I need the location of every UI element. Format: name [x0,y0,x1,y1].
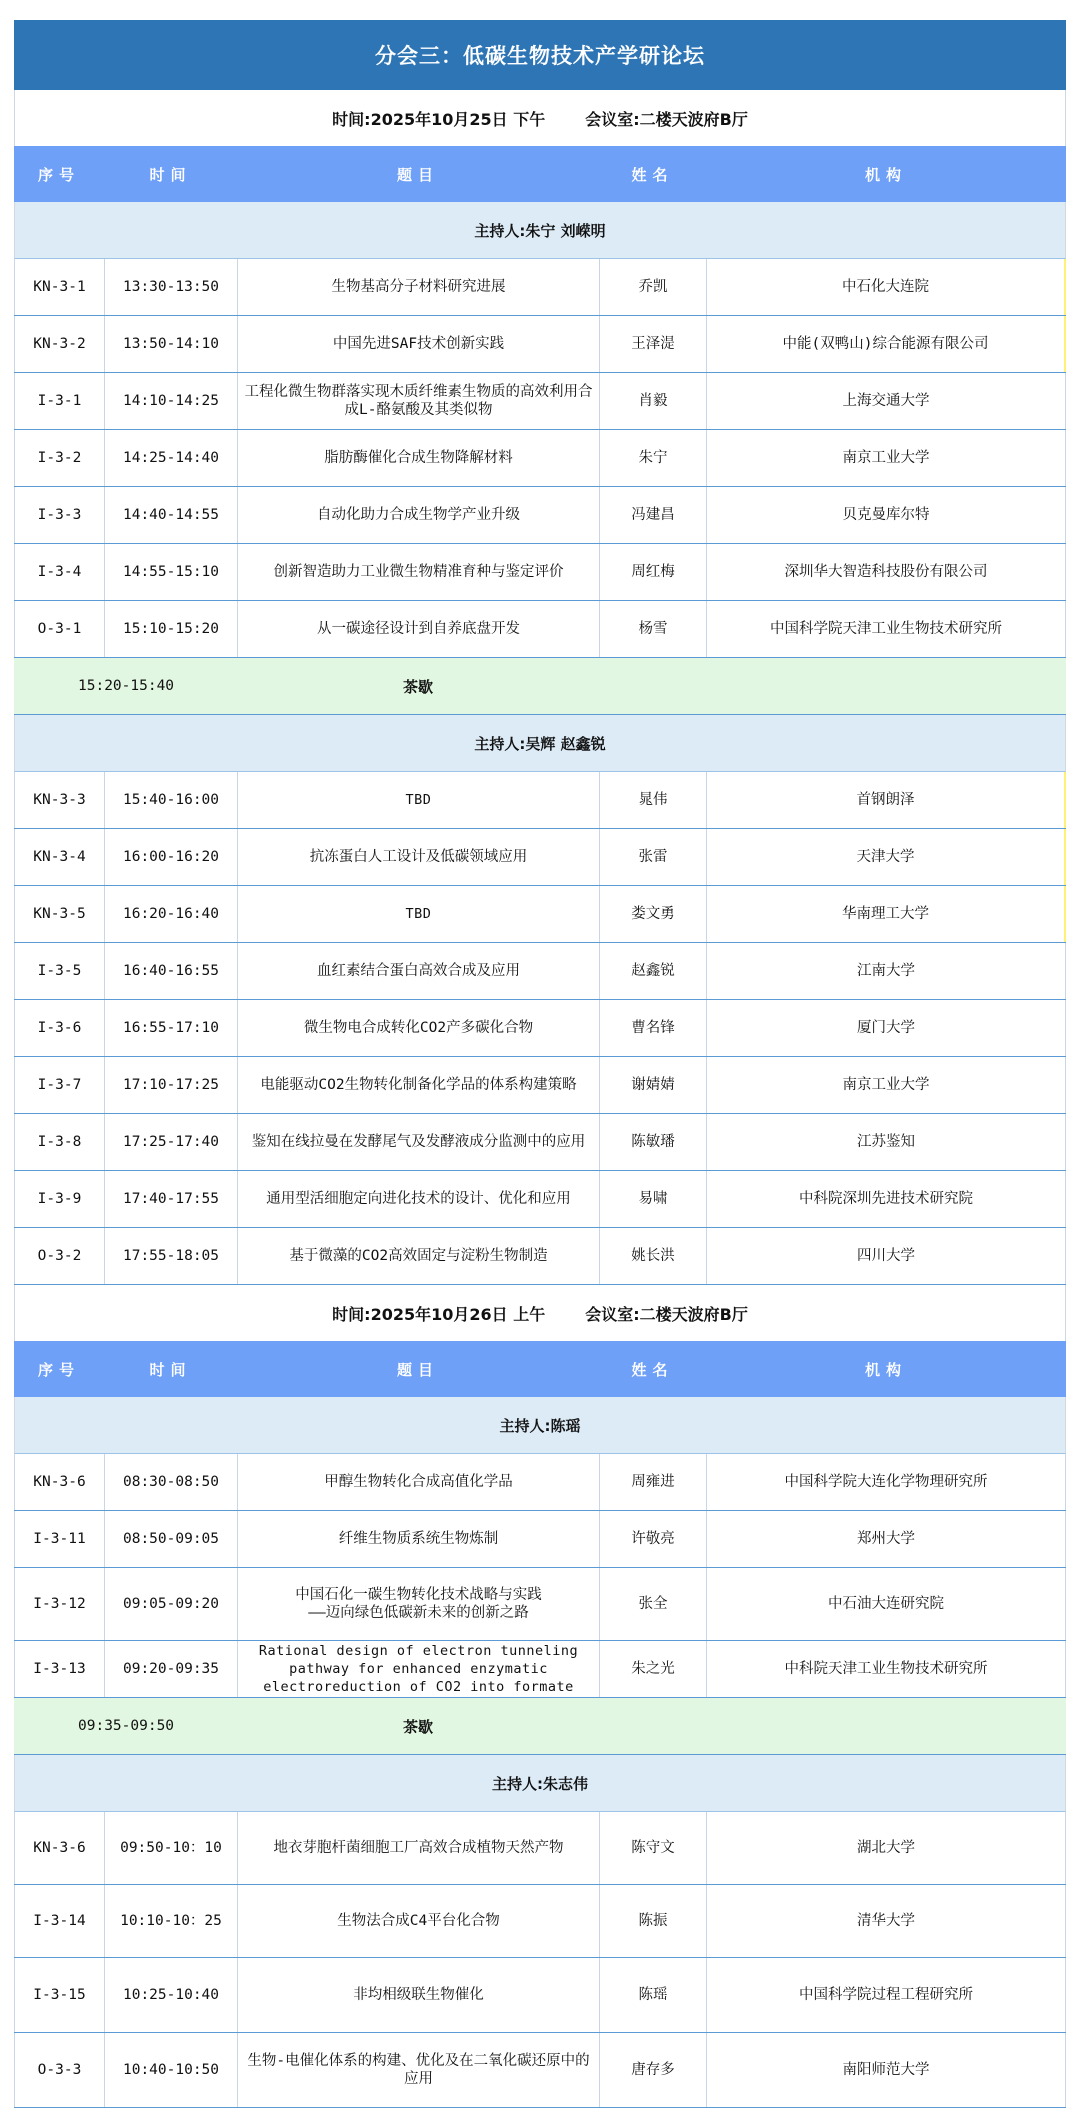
talk-time: 16:55-17:10 [104,1000,237,1056]
talk-time: 10:25-10:40 [104,1958,237,2032]
session-rows [14,259,1066,658]
speaker-name: 曹名锋 [599,1000,706,1056]
host-row: 主持人:朱宁 刘嵘明 [14,202,1066,259]
session-room: 会议室:二楼天波府B厅 [585,1304,748,1324]
talk-topic: 地衣芽胞杆菌细胞工厂高效合成植物天然产物 [237,1812,599,1884]
speaker-org: 南京工业大学 [706,1057,1066,1113]
speaker-org: 中国科学院过程工程研究所 [706,1958,1066,2032]
speaker-name: 陈瑶 [599,1958,706,2032]
talk-time: 15:10-15:20 [104,601,237,657]
speaker-name: 唐存多 [599,2033,706,2107]
speaker-org: 清华大学 [706,1885,1066,1957]
talk-id: I-3-1 [14,373,104,429]
talk-topic: 鉴知在线拉曼在发酵尾气及发酵液成分监测中的应用 [237,1114,599,1170]
talk-time: 17:25-17:40 [104,1114,237,1170]
tea-break-row [14,658,1066,715]
talk-id: I-3-12 [14,1568,104,1640]
col-header-time: 时间 [149,165,192,184]
talk-id: O-3-2 [14,1228,104,1284]
talk-time: 17:55-18:05 [104,1228,237,1284]
talk-time: 10:40-10:50 [104,2033,237,2107]
talk-topic: 抗冻蛋白人工设计及低碳领域应用 [237,829,599,885]
talk-id: KN-3-6 [14,1812,104,1884]
col-header-topic: 题目 [396,1360,439,1379]
table-row [14,1057,1066,1114]
talk-id: I-3-13 [14,1641,104,1697]
table-row [14,1641,1066,1698]
talk-time: 09:05-09:20 [104,1568,237,1640]
break-label: 茶歇 [402,1717,433,1736]
talk-time: 14:40-14:55 [104,487,237,543]
table-row [14,772,1066,829]
speaker-name: 周红梅 [599,544,706,600]
talk-time: 14:55-15:10 [104,544,237,600]
talk-id: I-3-2 [14,430,104,486]
talk-topic: 微生物电合成转化CO2产多碳化合物 [237,1000,599,1056]
col-header-id: 序号 [37,165,80,184]
table-row [14,1812,1066,1885]
speaker-org: 中国科学院大连化学物理研究所 [706,1454,1066,1510]
table-header [14,146,1066,202]
speaker-org: 天津大学 [706,829,1066,885]
talk-topic: 自动化助力合成生物学产业升级 [237,487,599,543]
speaker-org: 中科院深圳先进技术研究院 [706,1171,1066,1227]
speaker-name: 周雍进 [599,1454,706,1510]
talk-id: KN-3-3 [14,772,104,828]
table-row [14,2033,1066,2108]
talk-topic: Rational design of electron tunneling pathway for enhanced enzymatic electroreduction of CO2 into formate [237,1641,599,1697]
speaker-name: 谢婧婧 [599,1057,706,1113]
talk-topic: 基于微藻的CO2高效固定与淀粉生物制造 [237,1228,599,1284]
table-header [14,1341,1066,1397]
table-row [14,1000,1066,1057]
talk-topic: 非均相级联生物催化 [237,1958,599,2032]
talk-id: I-3-11 [14,1511,104,1567]
table-row [14,316,1066,373]
talk-time: 13:30-13:50 [104,259,237,315]
table-row [14,1511,1066,1568]
table-row [14,886,1066,943]
speaker-name: 张全 [599,1568,706,1640]
speaker-name: 陈振 [599,1885,706,1957]
talk-id: I-3-5 [14,943,104,999]
speaker-name: 杨雪 [599,601,706,657]
speaker-org: 中国科学院天津工业生物技术研究所 [706,601,1066,657]
talk-topic: 电能驱动CO2生物转化制备化学品的体系构建策略 [237,1057,599,1113]
table-row [14,1171,1066,1228]
table-row [14,259,1066,316]
speaker-org: 四川大学 [706,1228,1066,1284]
speaker-org: 中石油大连研究院 [706,1568,1066,1640]
speaker-org: 江苏鉴知 [706,1114,1066,1170]
talk-id: I-3-14 [14,1885,104,1957]
talk-id: O-3-1 [14,601,104,657]
talk-id: I-3-6 [14,1000,104,1056]
talk-time: 14:25-14:40 [104,430,237,486]
table-row [14,1958,1066,2033]
talk-time: 17:40-17:55 [104,1171,237,1227]
table-row [14,430,1066,487]
talk-time: 13:50-14:10 [104,316,237,372]
talk-topic: 创新智造助力工业微生物精准育种与鉴定评价 [237,544,599,600]
col-header-topic: 题目 [396,165,439,184]
table-row [14,1885,1066,1958]
break-label: 茶歇 [402,677,433,696]
talk-topic: 生物法合成C4平台化合物 [237,1885,599,1957]
session-rows [14,772,1066,1285]
talk-topic: 纤维生物质系统生物炼制 [237,1511,599,1567]
speaker-org: 郑州大学 [706,1511,1066,1567]
talk-topic: 生物基高分子材料研究进展 [237,259,599,315]
talk-topic: 血红素结合蛋白高效合成及应用 [237,943,599,999]
speaker-name: 陈敏璠 [599,1114,706,1170]
speaker-org: 厦门大学 [706,1000,1066,1056]
talk-id: I-3-4 [14,544,104,600]
talk-id: KN-3-5 [14,886,104,942]
table-row [14,1114,1066,1171]
talk-id: I-3-3 [14,487,104,543]
host-row: 主持人:朱志伟 [14,1755,1066,1812]
speaker-name: 陈守文 [599,1812,706,1884]
speaker-org: 湖北大学 [706,1812,1066,1884]
table-row [14,1228,1066,1285]
speaker-org: 中石化大连院 [706,259,1066,315]
page-title: 分会三：低碳生物技术产学研论坛 [14,20,1066,90]
speaker-name: 乔凯 [599,259,706,315]
talk-time: 14:10-14:25 [104,373,237,429]
talk-id: I-3-9 [14,1171,104,1227]
speaker-name: 赵鑫锐 [599,943,706,999]
col-header-org: 机构 [864,1360,907,1379]
talk-topic: 通用型活细胞定向进化技术的设计、优化和应用 [237,1171,599,1227]
speaker-name: 王泽湜 [599,316,706,372]
talk-topic: 中国石化一碳生物转化技术战略与实践 ——迈向绿色低碳新未来的创新之路 [237,1568,599,1640]
speaker-org: 江南大学 [706,943,1066,999]
host-row: 主持人:陈瑶 [14,1397,1066,1454]
talk-id: KN-3-6 [14,1454,104,1510]
talk-time: 17:10-17:25 [104,1057,237,1113]
talk-id: KN-3-1 [14,259,104,315]
talk-topic: 脂肪酶催化合成生物降解材料 [237,430,599,486]
talk-time: 08:30-08:50 [104,1454,237,1510]
talk-id: I-3-7 [14,1057,104,1113]
talk-time: 15:40-16:00 [104,772,237,828]
session-rows [14,1454,1066,1698]
tea-break-row [14,1698,1066,1755]
table-row [14,601,1066,658]
talk-time: 16:40-16:55 [104,943,237,999]
table-row [14,544,1066,601]
session-rows [14,1812,1066,2108]
speaker-org: 华南理工大学 [706,886,1066,942]
speaker-org: 贝克曼库尔特 [706,487,1066,543]
table-row [14,487,1066,544]
break-time: 09:35-09:50 [78,1718,175,1734]
talk-topic: 甲醇生物转化合成高值化学品 [237,1454,599,1510]
speaker-name: 姚长洪 [599,1228,706,1284]
schedule-sheet [14,20,1066,2108]
col-header-name: 姓名 [631,165,674,184]
talk-id: I-3-8 [14,1114,104,1170]
talk-topic: TBD [237,772,599,828]
session-room: 会议室:二楼天波府B厅 [585,109,748,129]
speaker-name: 晁伟 [599,772,706,828]
talk-topic: 生物-电催化体系的构建、优化及在二氧化碳还原中的应用 [237,2033,599,2107]
talk-id: KN-3-2 [14,316,104,372]
speaker-name: 张雷 [599,829,706,885]
talk-time: 09:20-09:35 [104,1641,237,1697]
talk-time: 16:00-16:20 [104,829,237,885]
talk-time: 09:50-10：10 [104,1812,237,1884]
talk-topic: TBD [237,886,599,942]
talk-topic: 从一碳途径设计到自养底盘开发 [237,601,599,657]
speaker-org: 上海交通大学 [706,373,1066,429]
talk-topic: 中国先进SAF技术创新实践 [237,316,599,372]
session-time: 时间:2025年10月25日 下午 [332,109,546,129]
speaker-name: 冯建昌 [599,487,706,543]
session-info-day2 [14,1285,1066,1341]
session-time: 时间:2025年10月26日 上午 [332,1304,546,1324]
talk-id: KN-3-4 [14,829,104,885]
table-row [14,1454,1066,1511]
speaker-org: 南京工业大学 [706,430,1066,486]
table-row [14,943,1066,1000]
speaker-name: 许敬亮 [599,1511,706,1567]
speaker-org: 中能(双鸭山)综合能源有限公司 [706,316,1066,372]
session-info-day1 [14,90,1066,146]
talk-topic: 工程化微生物群落实现木质纤维素生物质的高效利用合成L-酪氨酸及其类似物 [237,373,599,429]
table-row [14,1568,1066,1641]
talk-id: O-3-3 [14,2033,104,2107]
col-header-id: 序号 [37,1360,80,1379]
speaker-name: 肖毅 [599,373,706,429]
speaker-name: 朱宁 [599,430,706,486]
col-header-name: 姓名 [631,1360,674,1379]
break-time: 15:20-15:40 [78,678,175,694]
speaker-org: 中科院天津工业生物技术研究所 [706,1641,1066,1697]
speaker-name: 易啸 [599,1171,706,1227]
table-row [14,829,1066,886]
speaker-name: 娄文勇 [599,886,706,942]
talk-time: 16:20-16:40 [104,886,237,942]
table-row [14,373,1066,430]
speaker-org: 深圳华大智造科技股份有限公司 [706,544,1066,600]
col-header-org: 机构 [864,165,907,184]
speaker-org: 南阳师范大学 [706,2033,1066,2107]
col-header-time: 时间 [149,1360,192,1379]
speaker-name: 朱之光 [599,1641,706,1697]
speaker-org: 首钢朗泽 [706,772,1066,828]
talk-id: I-3-15 [14,1958,104,2032]
host-row: 主持人:吴辉 赵鑫锐 [14,715,1066,772]
talk-time: 10:10-10：25 [104,1885,237,1957]
talk-time: 08:50-09:05 [104,1511,237,1567]
